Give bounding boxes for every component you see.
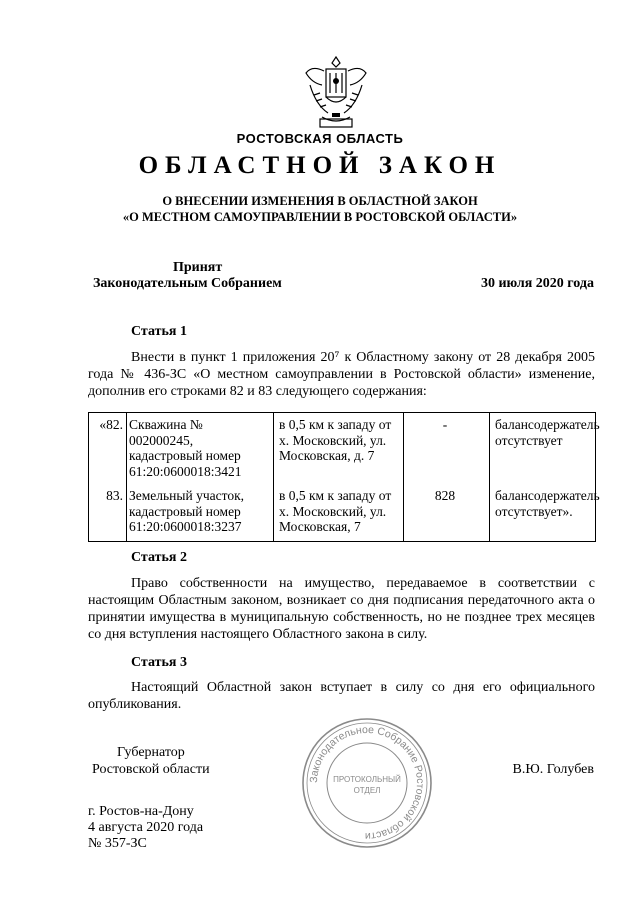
table-row-area: - xyxy=(442,417,448,432)
article-1-heading: Статья 1 xyxy=(131,324,187,339)
law-title-line-2: «О МЕСТНОМ САМОУПРАВЛЕНИИ В РОСТОВСКОЙ ОБЛАСТИ» xyxy=(122,210,518,224)
region-name: РОСТОВСКАЯ ОБЛАСТЬ xyxy=(236,131,404,146)
stamp-center-line-2: ОТДЕЛ xyxy=(353,786,381,795)
law-number: № 357-ЗС xyxy=(88,836,147,851)
adopted-by: Законодательным Собранием xyxy=(93,276,282,291)
law-title xyxy=(0,193,640,225)
adoption-date: 30 июля 2020 года xyxy=(480,276,594,291)
stamp-ring-text: Законодательное Собрание Ростовской области xyxy=(307,723,427,843)
law-title-line-1: О ВНЕСЕНИИ ИЗМЕНЕНИЯ В ОБЛАСТНОЙ ЗАКОН xyxy=(162,194,478,208)
sign-date: 4 августа 2020 года xyxy=(88,820,204,835)
article-2-text: Право собственности на имущество, передаваемое в соответствии с настоящим Областным законом, возникает со дня подписания передаточного акта о принятии имущества в муниципальную собственность, но не позднее трех месяцев со дня вступления настоящего Областного закона в силу. xyxy=(88,576,595,642)
article-2-heading: Статья 2 xyxy=(131,550,187,565)
signatory-position-2: Ростовской области xyxy=(92,762,210,777)
table-row-area: 828 xyxy=(434,488,456,503)
place-and-date xyxy=(88,804,203,852)
document-type: ОБЛАСТНОЙ ЗАКОН xyxy=(138,152,502,179)
signatory-position-1: Губернатор xyxy=(117,745,185,760)
signatory-name: В.Ю. Голубев xyxy=(512,762,594,777)
table-row-name: Скважина № 002000245, кадастровый номер 61:20:0600018:3421 xyxy=(129,417,242,479)
table-row-number: 83. xyxy=(106,488,123,503)
city: г. Ростов-на-Дону xyxy=(88,804,194,819)
table-row-number: «82. xyxy=(99,417,123,432)
adopted-label: Принят xyxy=(173,260,223,275)
article-3-heading: Статья 3 xyxy=(131,655,187,670)
article-3-text: Настоящий Областной закон вступает в силу со дня его официального опубликования. xyxy=(88,680,595,712)
property-table xyxy=(88,412,600,542)
table-row-location: в 0,5 км к западу от х. Московский, ул. Московская, 7 xyxy=(279,488,392,534)
table-row-location: в 0,5 км к западу от х. Московский, ул. Московская, д. 7 xyxy=(279,417,392,463)
table-row-holder: балансодержатель отсутствует». xyxy=(495,488,600,519)
article-1-text: Внести в пункт 1 приложения 20⁷ к Областному закону от 28 декабря 2005 года № 436-ЗС «О местном самоуправлении в Ростовской области» изменение, дополнив его строками 82 и 83 следующего содержания: xyxy=(88,350,595,399)
coat-of-arms-emblem xyxy=(302,55,370,131)
official-stamp xyxy=(300,716,434,850)
table-row-holder: балансодержатель отсутствует xyxy=(495,417,600,448)
table-row-name: Земельный участок, кадастровый номер 61:20:0600018:3237 xyxy=(129,488,245,534)
stamp-center-line-1: ПРОТОКОЛЬНЫЙ xyxy=(333,775,401,784)
